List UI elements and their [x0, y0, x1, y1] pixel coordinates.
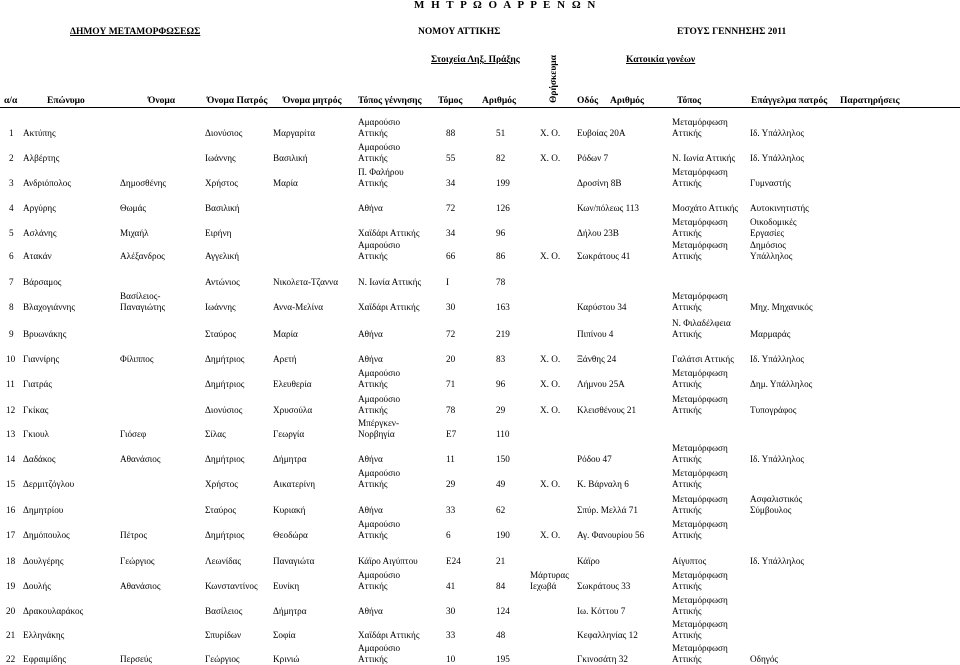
row-aa: 17 — [6, 530, 16, 540]
row-aa: 1 — [9, 128, 14, 138]
row-name: Αλέξανδρος — [120, 251, 165, 261]
row-father: Βασίλειος — [205, 606, 243, 616]
row-name: Γιόσεφ — [120, 429, 147, 439]
row-father: Λεωνίδας — [205, 556, 241, 566]
row-number: 84 — [496, 581, 506, 591]
header-street: Οδός — [577, 96, 599, 106]
row-mother: Μαργαρίτα — [273, 128, 316, 138]
row-surname: Ασλάνης — [23, 228, 57, 238]
row-father: Σταύρος — [205, 329, 237, 339]
row-mother: Μαρία — [273, 178, 298, 188]
row-place: Αττικής — [672, 530, 702, 540]
row-surname: Ακτύπης — [23, 128, 56, 138]
row-birthplace: Αττικής — [358, 479, 388, 489]
row-volume: 30 — [446, 302, 456, 312]
row-father: Γεώργιος — [205, 654, 240, 664]
row-place-line1: Μεταμόρφωση — [672, 643, 728, 653]
header-birthplace: Τόπος γέννησης — [358, 96, 422, 106]
header-volume: Τόμος — [438, 96, 463, 106]
row-number: 190 — [496, 530, 510, 540]
row-father: Ιωάννης — [205, 302, 236, 312]
municipality-label: ΔΗΜΟΥ ΜΕΤΑΜΟΡΦΩΣΕΩΣ — [70, 27, 201, 37]
row-profession: Αυτοκινητιστής — [750, 203, 809, 213]
row-volume: 34 — [446, 178, 456, 188]
row-place-line1: Μεταμόρφωση — [672, 519, 728, 529]
row-volume: 20 — [446, 354, 456, 364]
row-father: Δημήτριος — [205, 454, 245, 464]
row-father: Χρήστος — [205, 178, 238, 188]
row-street: Ξάνθης 24 — [577, 354, 617, 364]
header-place: Τόπος — [677, 96, 702, 106]
row-name: Αθανάσιος — [120, 581, 161, 591]
row-birthplace: Αθήνα — [358, 203, 383, 213]
row-mother: Θεοδώρα — [273, 530, 308, 540]
row-volume: 78 — [446, 405, 456, 415]
row-surname: Αργύρης — [23, 203, 56, 213]
header-aa: α/α — [4, 96, 18, 106]
row-place: Αττικής — [672, 251, 702, 261]
row-number: 163 — [496, 302, 510, 312]
row-father: Κωνσταντίνος — [205, 581, 258, 591]
row-street: Ιω. Κόττου 7 — [577, 606, 626, 616]
row-place: Αττικής — [672, 128, 702, 138]
row-religion: Ιεχωβά — [530, 581, 557, 591]
row-mother: Νικολετα-Τζαννα — [273, 277, 339, 287]
row-father: Διονύσιος — [205, 405, 243, 415]
row-surname: Γιατράς — [23, 379, 53, 389]
row-birthplace-line1: Αμαρούσιο — [358, 570, 401, 580]
row-birthplace-line1: Αμαρούσιο — [358, 519, 401, 529]
row-place-line1: Μεταμόρφωση — [672, 394, 728, 404]
row-birthplace: Αττικής — [358, 379, 388, 389]
row-place: Μοσχάτο Αττικής — [672, 203, 739, 213]
page-title: Μ Η Τ Ρ Ω Ο Α Ρ Ρ Ε Ν Ω Ν — [414, 0, 598, 11]
row-volume: 41 — [446, 581, 456, 591]
row-birthplace: Ν. Ιωνία Αττικής — [358, 277, 422, 287]
row-aa: 12 — [6, 405, 16, 415]
row-aa: 20 — [6, 606, 16, 616]
row-street: Ρόδου 47 — [577, 454, 612, 464]
row-place: Αττικής — [672, 302, 702, 312]
row-street: Δροσίνη 8Β — [577, 178, 622, 188]
row-street: Καρύστου 34 — [577, 302, 627, 312]
row-place: Αττικής — [672, 505, 702, 515]
row-number: 96 — [496, 228, 506, 238]
row-aa: 6 — [9, 251, 14, 261]
row-profession: Ιδ. Υπάλληλος — [750, 454, 805, 464]
row-volume: 72 — [446, 329, 456, 339]
row-place-line1: Μεταμόρφωση — [672, 167, 728, 177]
row-profession: Οδηγός — [750, 654, 779, 664]
row-birthplace: Αθήνα — [358, 329, 383, 339]
row-place: Αίγυπτος — [672, 556, 707, 566]
row-place-line1: Μεταμόρφωση — [672, 217, 728, 227]
row-birthplace: Αττικής — [358, 128, 388, 138]
row-name: Περσεύς — [120, 654, 153, 664]
row-father: Χρήστος — [205, 479, 238, 489]
row-volume: Ε24 — [446, 556, 461, 566]
row-father: Ειρήνη — [205, 228, 232, 238]
row-aa: 5 — [9, 228, 14, 238]
row-name: Μιχαήλ — [120, 228, 149, 238]
row-mother: Γεωργία — [273, 429, 305, 439]
row-mother: Χρυσούλα — [273, 405, 313, 415]
row-street: Κλεισθένους 21 — [577, 405, 637, 415]
row-name: Θωμάς — [120, 203, 147, 213]
row-birthplace: Αθήνα — [358, 454, 383, 464]
row-volume: 66 — [446, 251, 456, 261]
row-surname: Γκίκας — [23, 405, 49, 415]
row-mother: Σοφία — [273, 630, 296, 640]
row-birthplace: Αττικής — [358, 178, 388, 188]
header-surname: Επώνυμο — [47, 96, 85, 106]
prefecture-label: ΝΟΜΟΥ ΑΤΤΙΚΗΣ — [418, 27, 501, 37]
row-surname: Ελληνάκης — [23, 630, 65, 640]
row-volume: Ε7 — [446, 429, 457, 439]
row-volume: 33 — [446, 630, 456, 640]
row-mother: Βασιλική — [273, 153, 308, 163]
religion-header: Θρήσκευμα — [549, 55, 559, 103]
row-birthplace: Αττικής — [358, 654, 388, 664]
row-place-line1: Μεταμόρφωση — [672, 570, 728, 580]
row-surname: Βρυωνάκης — [23, 329, 67, 339]
row-volume: 34 — [446, 228, 456, 238]
row-religion: Χ. Ο. — [540, 479, 561, 489]
row-birthplace: Χαϊδάρι Αττικής — [358, 630, 420, 640]
row-place: Γαλάτσι Αττικής — [672, 354, 734, 364]
row-place: Αττικής — [672, 606, 702, 616]
row-place: Αττικής — [672, 454, 702, 464]
row-volume: 55 — [446, 153, 456, 163]
row-surname: Δημητρίου — [23, 505, 64, 515]
row-birthplace: Αθήνα — [358, 606, 383, 616]
row-place-line1: Μεταμόρφωση — [672, 468, 728, 478]
header-name: Όνομα — [148, 96, 176, 106]
header-number: Αριθμός — [482, 96, 516, 106]
row-place: Αττικής — [672, 479, 702, 489]
row-mother: Κυριακή — [273, 505, 306, 515]
row-aa: 13 — [6, 429, 16, 439]
row-profession: Ιδ. Υπάλληλος — [750, 556, 805, 566]
row-street: Λήμνου 25Α — [577, 379, 625, 389]
row-place-line1: Ν. Φιλαδέλφεια — [672, 318, 731, 328]
row-street: Δήλου 23Β — [577, 228, 619, 238]
row-surname: Δαδάκος — [23, 454, 56, 464]
row-profession: Σύμβουλος — [750, 505, 792, 515]
row-street: Πιπίνου 4 — [577, 329, 614, 339]
row-number: 96 — [496, 379, 506, 389]
row-place-line1: Μεταμόρφωση — [672, 443, 728, 453]
row-surname: Δουλγέρης — [23, 556, 64, 566]
row-surname: Βάρσαμος — [23, 277, 62, 287]
row-aa: 21 — [6, 630, 16, 640]
row-place-line1: Μεταμόρφωση — [672, 291, 728, 301]
row-number: 126 — [496, 203, 510, 213]
row-birthplace: Αθήνα — [358, 505, 383, 515]
row-birthplace-line1: Αμαρούσιο — [358, 142, 401, 152]
row-birthplace-line1: Αμαρούσιο — [358, 240, 401, 250]
row-mother: Αικατερίνη — [273, 479, 316, 489]
row-mother: Δήμητρα — [273, 454, 307, 464]
row-name: Δημοσθένης — [120, 178, 167, 188]
row-profession: Ιδ. Υπάλληλος — [750, 354, 805, 364]
row-place: Αττικής — [672, 630, 702, 640]
row-aa: 8 — [9, 302, 14, 312]
row-number: 21 — [496, 556, 506, 566]
row-religion: Χ. Ο. — [540, 251, 561, 261]
row-mother: Παναγιώτα — [273, 556, 315, 566]
row-number: 51 — [496, 128, 506, 138]
header-mother: Όνομα μητρός — [283, 96, 342, 106]
residence-group-header: Κατοικία γονέων — [626, 55, 696, 65]
row-religion: Χ. Ο. — [540, 354, 561, 364]
row-street: Σωκράτους 41 — [577, 251, 631, 261]
row-profession: Ιδ. Υπάλληλος — [750, 128, 805, 138]
row-aa: 4 — [9, 203, 14, 213]
row-place: Αττικής — [672, 178, 702, 188]
registry-group-header: Στοιχεία Ληξ. Πράξης — [431, 55, 520, 65]
row-mother: Δήμητρα — [273, 606, 307, 616]
row-place: Αττικής — [672, 329, 702, 339]
row-volume: 30 — [446, 606, 456, 616]
row-birthplace: Χαϊδάρι Αττικής — [358, 302, 420, 312]
row-surname: Εφραιμίδης — [23, 654, 66, 664]
row-aa: 22 — [6, 654, 16, 664]
row-volume: Ι — [446, 277, 450, 287]
row-mother: Αρετή — [273, 354, 297, 364]
row-religion: Χ. Ο. — [540, 405, 561, 415]
row-surname: Δουλής — [23, 581, 51, 591]
row-number: 195 — [496, 654, 510, 664]
row-religion: Χ. Ο. — [540, 128, 561, 138]
row-mother: Αννα-Μελίνα — [273, 302, 324, 312]
row-birthplace: Αττικής — [358, 153, 388, 163]
row-birthplace: Κάϊρο Αιγύπτου — [358, 556, 418, 566]
row-profession: Υπάλληλος — [750, 251, 793, 261]
row-volume: 29 — [446, 479, 456, 489]
row-birthplace: Νορβηγία — [358, 429, 395, 439]
row-place-line1: Μεταμόρφωση — [672, 117, 728, 127]
row-surname: Δημόπουλος — [23, 530, 70, 540]
row-religion: Χ. Ο. — [540, 530, 561, 540]
row-aa: 16 — [6, 505, 16, 515]
row-street: Κάϊρο — [577, 556, 600, 566]
row-volume: 11 — [446, 454, 455, 464]
row-birthplace: Αττικής — [358, 530, 388, 540]
row-place: Ν. Ιωνία Αττικής — [672, 153, 736, 163]
row-number: 199 — [496, 178, 510, 188]
row-father: Βασιλική — [205, 203, 240, 213]
row-birthplace-line1: Αμαρούσιο — [358, 368, 401, 378]
row-aa: 7 — [9, 277, 14, 287]
row-number: 150 — [496, 454, 510, 464]
header-remarks: Παρατηρήσεις — [840, 96, 900, 106]
row-name: Φίλιππος — [120, 354, 154, 364]
row-mother: Ευνίκη — [273, 581, 300, 591]
row-name: Πέτρος — [120, 530, 148, 540]
row-father: Διονύσιος — [205, 128, 243, 138]
row-name: Γεώργιος — [120, 556, 155, 566]
row-name: Παναγιώτης — [120, 302, 166, 312]
row-father: Δημήτριος — [205, 379, 245, 389]
row-number: 110 — [496, 429, 510, 439]
row-aa: 19 — [6, 581, 16, 591]
row-volume: 72 — [446, 203, 456, 213]
row-place-line1: Μεταμόρφωση — [672, 240, 728, 250]
row-number: 62 — [496, 505, 506, 515]
row-father: Αγγελική — [205, 251, 240, 261]
row-aa: 3 — [9, 178, 14, 188]
row-profession-line1: Δημόσιος — [750, 240, 786, 250]
row-surname: Γκιουλ — [23, 429, 50, 439]
row-street: Κ. Βάρναλη 6 — [577, 479, 629, 489]
row-place: Αττικής — [672, 405, 702, 415]
row-profession-line1: Οικοδομικές — [750, 217, 797, 227]
row-father: Αντώνιος — [205, 277, 240, 287]
row-surname: Γιαννίρης — [23, 354, 60, 364]
row-place: Αττικής — [672, 228, 702, 238]
row-street: Αγ. Φανουρίου 56 — [577, 530, 645, 540]
row-father: Δημήτριος — [205, 530, 245, 540]
row-volume: 88 — [446, 128, 456, 138]
row-father: Σίλας — [205, 429, 226, 439]
row-birthplace-line1: Αμαρούσιο — [358, 643, 401, 653]
row-number: 29 — [496, 405, 506, 415]
row-surname: Βλαχογιάννης — [23, 302, 75, 312]
row-aa: 10 — [6, 354, 16, 364]
row-street: Ευβοίας 20Α — [577, 128, 626, 138]
row-volume: 6 — [446, 530, 451, 540]
row-birthplace-line1: Αμαρούσιο — [358, 394, 401, 404]
row-profession-line1: Ασφαλιστικός — [750, 494, 803, 504]
row-surname: Ατακάν — [23, 251, 52, 261]
header-street-no: Αριθμός — [610, 96, 644, 106]
row-aa: 2 — [9, 153, 14, 163]
row-street: Κων/πόλεως 113 — [577, 203, 640, 213]
row-aa: 18 — [6, 556, 16, 566]
row-aa: 9 — [9, 329, 14, 339]
row-name: Αθανάσιος — [120, 454, 161, 464]
row-father: Δημήτριος — [205, 354, 245, 364]
row-mother: Ελευθερία — [273, 379, 312, 389]
row-mother: Κρινιώ — [273, 654, 300, 664]
row-birthplace-line1: Αμαρούσιο — [358, 468, 401, 478]
row-profession: Δημ. Υπάλληλος — [750, 379, 813, 389]
row-surname: Ανδριόπολος — [23, 178, 72, 188]
row-religion: Χ. Ο. — [540, 153, 561, 163]
row-birthplace: Αττικής — [358, 251, 388, 261]
row-mother: Μαρία — [273, 329, 298, 339]
row-father: Ιωάννης — [205, 153, 236, 163]
row-birthplace-line1: Π. Φαλήρου — [358, 167, 404, 177]
row-place: Αττικής — [672, 379, 702, 389]
row-number: 48 — [496, 630, 506, 640]
row-volume: 10 — [446, 654, 456, 664]
row-place-line1: Μεταμόρφωση — [672, 595, 728, 605]
row-place-line1: Μεταμόρφωση — [672, 494, 728, 504]
row-number: 86 — [496, 251, 506, 261]
row-number: 124 — [496, 606, 510, 616]
row-number: 82 — [496, 153, 506, 163]
row-street: Σπύρ. Μελλά 71 — [577, 505, 638, 515]
row-profession: Μαρμαράς — [750, 329, 791, 339]
row-street: Γκινοσάτη 32 — [577, 654, 628, 664]
row-profession: Τυπογράφος — [750, 405, 797, 415]
row-street: Σωκράτους 33 — [577, 581, 631, 591]
row-profession: Μηχ. Μηχανικός — [750, 302, 813, 312]
row-place-line1: Μεταμόρφωση — [672, 368, 728, 378]
row-father: Σταύρος — [205, 505, 237, 515]
row-birthplace-line1: Αμαρούσιο — [358, 117, 401, 127]
row-street: Ρόδων 7 — [577, 153, 609, 163]
header-father: Όνομα Πατρός — [207, 96, 268, 106]
birth-year-label: ΕΤΟΥΣ ΓΕΝΝΗΣΗΣ 2011 — [677, 27, 787, 37]
header-underline — [0, 107, 960, 108]
row-profession: Γυμναστής — [750, 178, 791, 188]
row-surname: Δρακουλαράκος — [23, 606, 84, 616]
header-profession: Επάγγελμα πατρός — [751, 96, 828, 106]
row-birthplace: Χαϊδάρι Αττικής — [358, 228, 420, 238]
row-birthplace-line1: Μπέργκεν- — [358, 418, 400, 428]
row-religion: Χ. Ο. — [540, 379, 561, 389]
row-birthplace: Αττικής — [358, 405, 388, 415]
row-place: Αττικής — [672, 654, 702, 664]
row-number: 49 — [496, 479, 506, 489]
row-surname: Δερμιτζόγλου — [23, 479, 75, 489]
row-aa: 15 — [6, 479, 16, 489]
row-number: 219 — [496, 329, 510, 339]
row-father: Σπυρίδων — [205, 630, 242, 640]
row-number: 83 — [496, 354, 506, 364]
row-aa: 14 — [6, 454, 16, 464]
row-place: Αττικής — [672, 581, 702, 591]
row-religion-line1: Μάρτυρας — [530, 570, 569, 580]
row-number: 78 — [496, 277, 506, 287]
row-aa: 11 — [6, 379, 15, 389]
row-volume: 33 — [446, 505, 456, 515]
row-volume: 71 — [446, 379, 456, 389]
row-profession: Ιδ. Υπάλληλος — [750, 153, 805, 163]
row-birthplace: Αθήνα — [358, 354, 383, 364]
row-birthplace: Αττικής — [358, 581, 388, 591]
row-place-line1: Μεταμόρφωση — [672, 619, 728, 629]
row-profession: Εργασίες — [750, 228, 784, 238]
row-surname: Αλβέρτης — [23, 153, 60, 163]
row-street: Κεφαλληνίας 12 — [577, 630, 638, 640]
row-name-line1: Βασίλειος- — [120, 291, 161, 301]
